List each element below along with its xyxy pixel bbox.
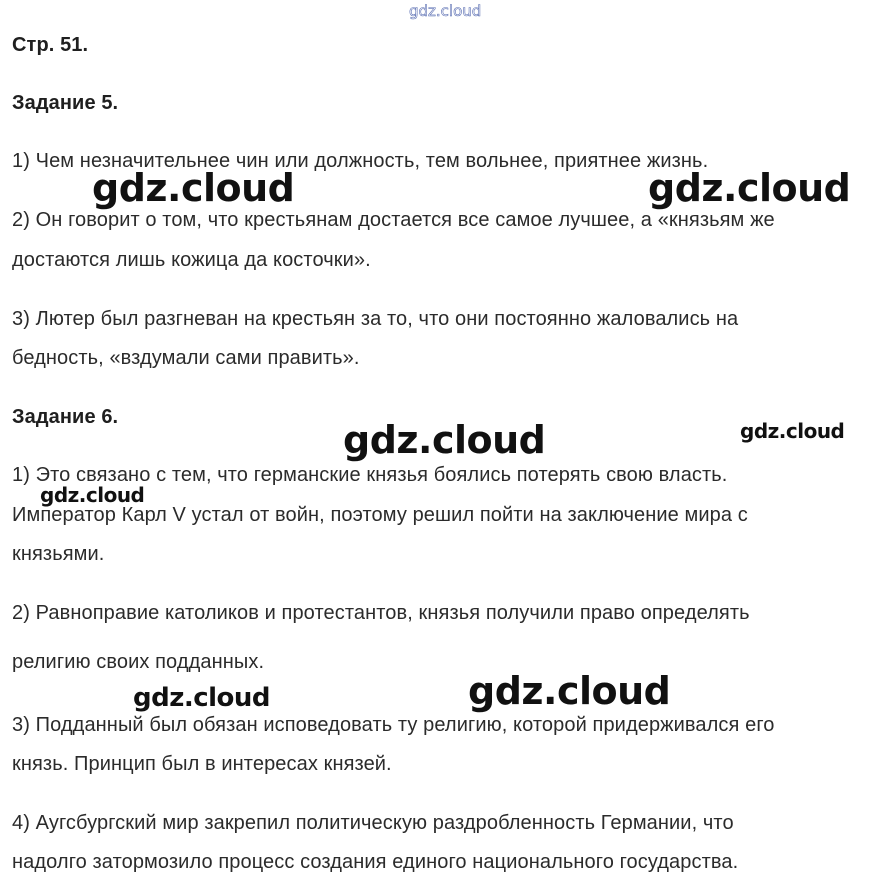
- task5-line-1: 1) Чем незначительнее чин или должность, тем вольнее, приятнее жизнь.: [12, 150, 709, 172]
- watermark: gdz.cloud: [343, 418, 546, 462]
- watermark: gdz.cloud: [92, 166, 295, 210]
- task6-title: Задание 6.: [12, 406, 119, 428]
- watermark: gdz.cloud: [133, 683, 271, 713]
- task6-line-1: 1) Это связано с тем, что германские князья боялись потерять свою власть.: [12, 464, 728, 486]
- task6-line-3: князьями.: [12, 543, 105, 565]
- task6-line-2: Император Карл V устал от войн, поэтому решил пойти на заключение мира с: [12, 504, 748, 526]
- header-watermark: gdz.cloud: [409, 2, 482, 20]
- task6-line-8: 4) Аугсбургский мир закрепил политическую раздробленность Германии, что: [12, 812, 734, 834]
- task6-line-5: религию своих подданных.: [12, 651, 265, 673]
- task5-line-4: 3) Лютер был разгневан на крестьян за то, что они постоянно жаловались на: [12, 308, 739, 330]
- task6-line-7: князь. Принцип был в интересах князей.: [12, 753, 392, 775]
- task6-line-9: надолго затормозило процесс создания единого национального государства.: [12, 851, 739, 873]
- watermark: gdz.cloud: [648, 166, 851, 210]
- task6-line-4: 2) Равноправие католиков и протестантов, князья получили право определять: [12, 602, 750, 624]
- watermark: gdz.cloud: [40, 483, 145, 507]
- task5-line-3: достаются лишь кожица да косточки».: [12, 249, 371, 271]
- watermark: gdz.cloud: [468, 669, 671, 713]
- task6-line-6: 3) Подданный был обязан исповедовать ту религию, которой придерживался его: [12, 714, 775, 736]
- task5-title: Задание 5.: [12, 92, 119, 114]
- watermark: gdz.cloud: [740, 419, 845, 443]
- task5-line-2: 2) Он говорит о том, что крестьянам достается все самое лучшее, а «князьям же: [12, 209, 775, 231]
- task5-line-5: бедность, «вздумали сами править».: [12, 347, 360, 369]
- page-label: Стр. 51.: [12, 34, 89, 56]
